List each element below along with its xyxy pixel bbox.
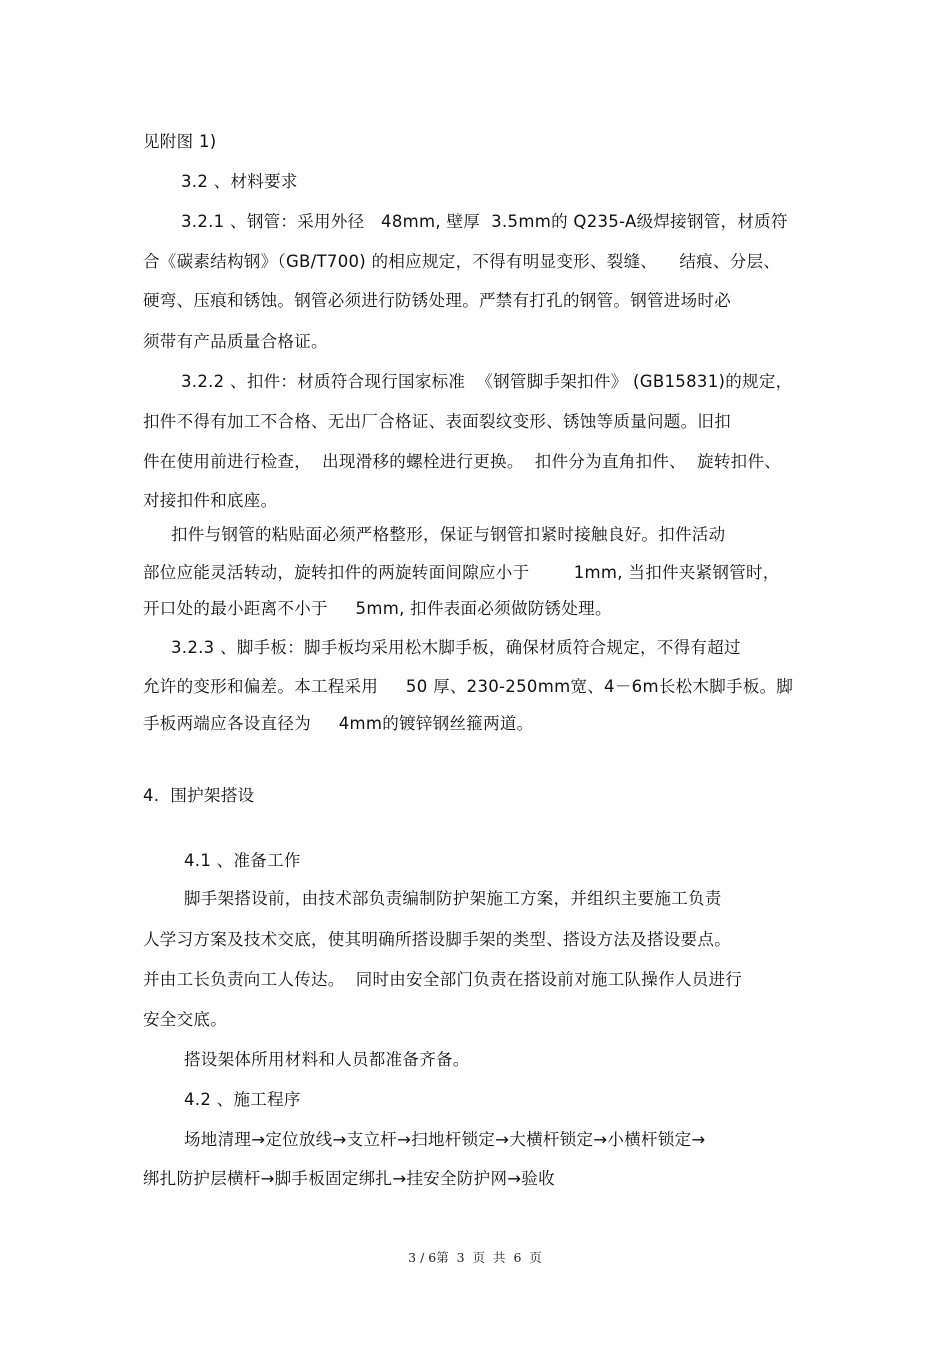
text-line: 3.2.1 、钢管：采用外径 48mm, 壁厚 3.5mm的 Q235-A级焊接钢管，材质符 [181,212,788,231]
text-line: 合《碳素结构钢》（GB/T700) 的相应规定，不得有明显变形、裂缝、 结痕、分层、 [143,252,781,271]
text-line: 件在使用前进行检查， 出现滑移的螺栓进行更换。 扣件分为直角扣件、 旋转扣件、 [143,452,782,471]
text-line: 开口处的最小距离不小于 5mm, 扣件表面必须做防锈处理。 [143,599,612,618]
text-line: 绑扎防护层横杆→脚手板固定绑扎→挂安全防护网→验收 [143,1169,555,1188]
text-line: 对接扣件和底座。 [143,491,278,510]
text-line: 见附图 1) [143,132,217,151]
text-line: 3.2.3 、脚手板：脚手板均采用松木脚手板，确保材质符合规定，不得有超过 [171,638,741,657]
text-line: 并由工长负责向工人传达。 同时由安全部门负责在搭设前对施工队操作人员进行 [143,970,743,989]
text-line: 硬弯、压痕和锈蚀。钢管必须进行防锈处理。严禁有打孔的钢管。钢管进场时必 [143,291,731,310]
text-line: 扣件不得有加工不合格、无出厂合格证、表面裂纹变形、锈蚀等质量问题。旧扣 [143,412,731,431]
text-line: 手板两端应各设直径为 4mm的镀锌钢丝箍两道。 [143,714,534,733]
section-heading: 4.1 、准备工作 [184,851,301,870]
text-line: 安全交底。 [143,1010,227,1029]
section-heading: 4.2 、施工程序 [184,1090,301,1109]
text-line: 脚手架搭设前，由技术部负责编制防护架施工方案，并组织主要施工负责 [184,889,722,908]
page-footer: 3 / 6第 3 页 共 6 页 [408,1250,542,1265]
text-line: 人学习方案及技术交底，使其明确所搭设脚手架的类型、搭设方法及搭设要点。 [143,930,731,949]
section-heading: 3.2 、材料要求 [181,172,298,191]
text-line: 须带有产品质量合格证。 [143,332,328,351]
text-line: 允许的变形和偏差。本工程采用 50 厚、230-250mm宽、4－6m长松木脚手板。脚 [143,677,794,696]
text-line: 搭设架体所用材料和人员都准备齐备。 [184,1050,470,1069]
text-line: 3.2.2 、扣件：材质符合现行国家标准 《钢管脚手架扣件》 (GB15831)的规定， [181,372,793,391]
text-line: 场地清理→定位放线→支立杆→扫地杆锁定→大横杆锁定→小横杆锁定→ [184,1130,706,1149]
text-line: 部位应能灵活转动，旋转扣件的两旋转面间隙应小于 1mm, 当扣件夹紧钢管时， [143,563,780,582]
text-line: 扣件与钢管的粘贴面必须严格整形，保证与钢管扣紧时接触良好。扣件活动 [171,525,726,544]
section-heading: 4. 围护架搭设 [143,786,255,805]
